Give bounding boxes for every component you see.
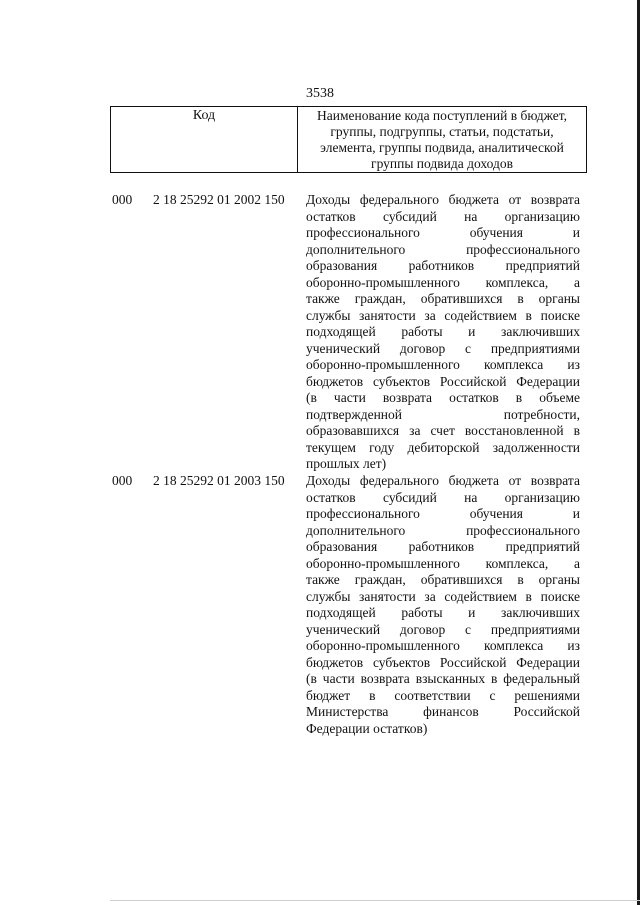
header-name-line: Наименование кода поступлений в бюджет, <box>316 108 567 123</box>
header-name-line: элемента, группы подвида, аналитической <box>320 140 564 155</box>
description-line: ученический договор с предприятиями <box>306 340 580 356</box>
description-line: Федерации остатков) <box>306 720 428 736</box>
description-line: образовавшихся за счет восстановленной в <box>306 423 580 438</box>
revenue-description <box>306 473 580 737</box>
description-line: бюджетов субъектов Российской Федерации <box>306 654 580 670</box>
page-number: 3538 <box>306 86 334 101</box>
description-line: службы занятости за содействием в поиске <box>306 588 580 604</box>
description-line: Доходы федерального бюджета от возврата <box>306 192 580 207</box>
description-line: ученический договор с предприятиями <box>306 621 580 637</box>
description-line: подтвержденной потребности, <box>306 406 580 422</box>
scan-edge-bottom <box>110 900 640 901</box>
description-line: текущем году дебиторской задолженности <box>306 439 580 455</box>
description-line: также граждан, обратившихся в органы <box>306 291 580 306</box>
admin-code: 000 <box>112 192 133 207</box>
description-line: Доходы федерального бюджета от возврата <box>306 473 580 488</box>
description-line: оборонно-промышленного комплекса, а <box>306 555 580 571</box>
description-line: прошлых лет) <box>306 456 387 471</box>
description-line: (в части возврата взысканных в федеральный <box>306 671 580 686</box>
description-line: службы занятости за содействием в поиске <box>306 307 580 323</box>
revenue-code: 2 18 25292 01 2003 150 <box>153 473 285 488</box>
description-line: (в части возврата остатков в объеме <box>306 390 580 405</box>
header-name-line: группы, подгруппы, статьи, подстатьи, <box>330 124 554 139</box>
description-line: остатков субсидий на организацию <box>306 489 580 505</box>
description-line: дополнительного профессионального <box>306 522 580 538</box>
description-line: образования работников предприятий <box>306 539 580 554</box>
revenue-description <box>306 192 580 473</box>
admin-code: 000 <box>112 473 133 488</box>
description-line: подходящей работы и заключивших <box>306 324 580 339</box>
description-line: подходящей работы и заключивших <box>306 605 580 620</box>
header-name-line: группы подвида доходов <box>371 156 513 171</box>
header-name-column <box>298 107 586 172</box>
description-line: остатков субсидий на организацию <box>306 208 580 224</box>
description-line: также граждан, обратившихся в органы <box>306 572 580 587</box>
description-line: образования работников предприятий <box>306 258 580 273</box>
description-line: бюджет в соответствии с решениями <box>306 687 580 703</box>
table-header <box>110 106 587 173</box>
description-line: оборонно-промышленного комплекса, а <box>306 274 580 290</box>
header-code-column: Код <box>111 107 298 172</box>
revenue-code: 2 18 25292 01 2002 150 <box>153 192 285 207</box>
description-line: профессионального обучения и <box>306 506 580 521</box>
description-line: профессионального обучения и <box>306 225 580 240</box>
description-line: оборонно-промышленного комплекса из <box>306 638 580 653</box>
description-line: оборонно-промышленного комплекса из <box>306 357 580 372</box>
description-line: дополнительного профессионального <box>306 241 580 257</box>
description-line: Министерства финансов Российской <box>306 704 580 719</box>
description-line: бюджетов субъектов Российской Федерации <box>306 373 580 389</box>
